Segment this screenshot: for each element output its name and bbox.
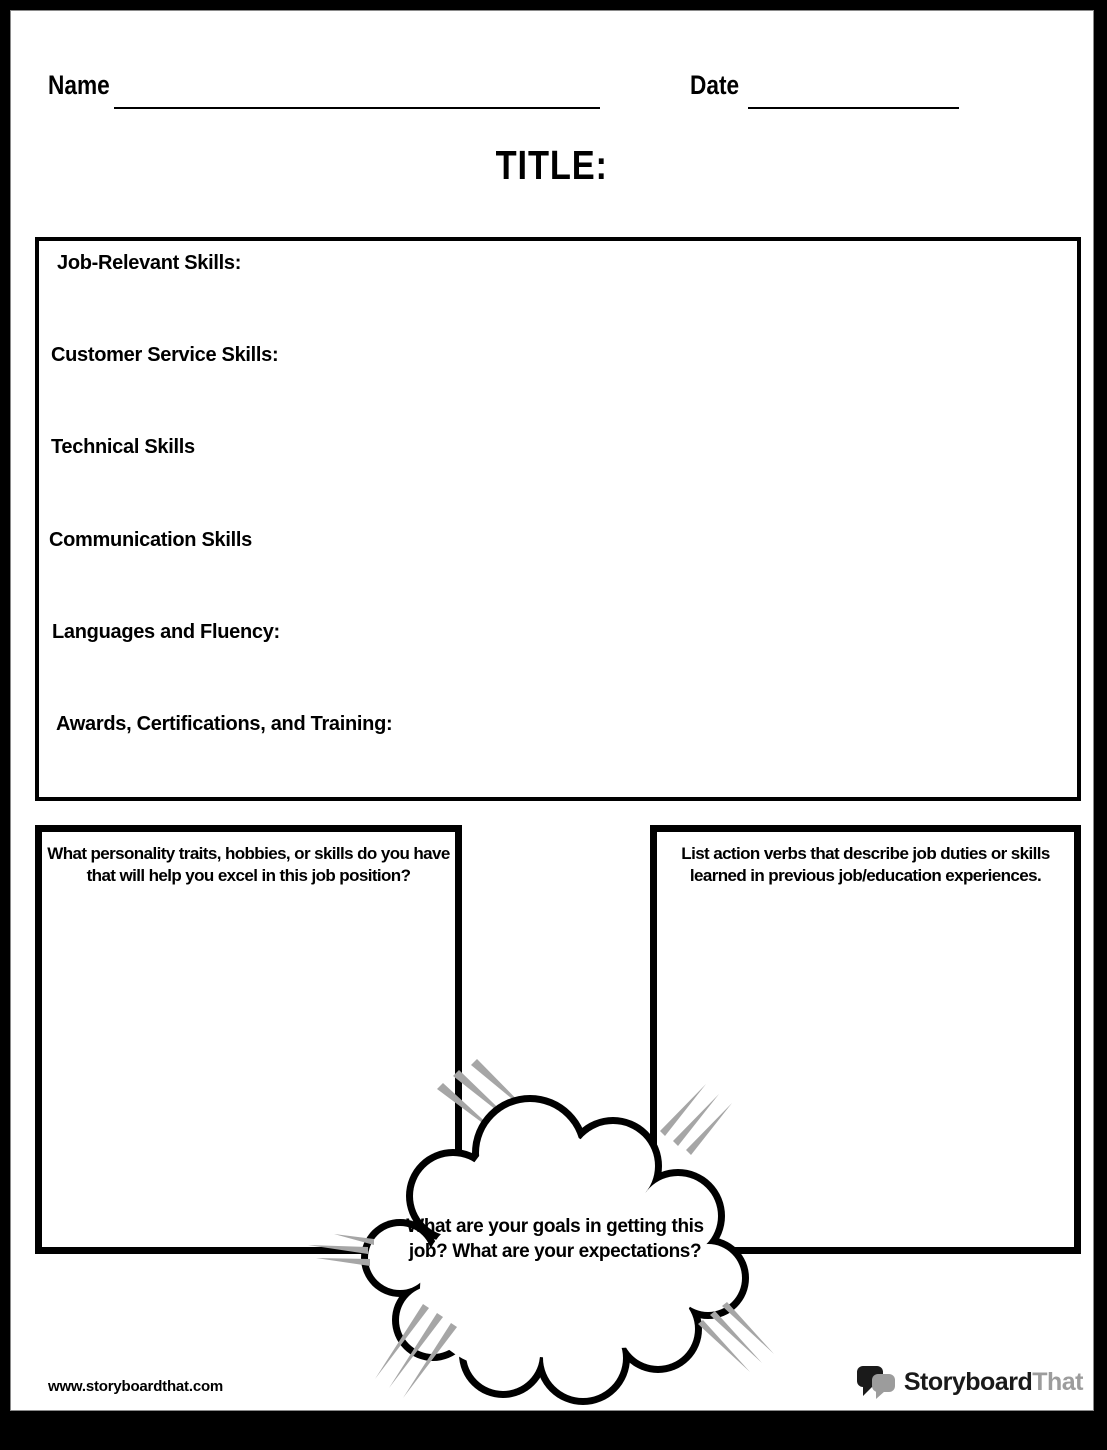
skill-label-communication: Communication Skills — [49, 529, 252, 551]
goals-cloud — [290, 1058, 790, 1412]
skills-box — [35, 237, 1081, 801]
goals-question: What are your goals in getting this job? What are your expectations? — [406, 1216, 704, 1263]
logo-text — [904, 1368, 1083, 1397]
skill-label-job-relevant: Job-Relevant Skills: — [57, 252, 242, 274]
page-title: TITLE: — [495, 142, 609, 188]
action-verbs-question: List action verbs that describe job duties or skills learned in previous job/education experiences. — [681, 844, 1050, 886]
skill-label-languages: Languages and Fluency: — [52, 621, 280, 643]
name-label: Name — [48, 70, 110, 100]
title-wrap — [11, 142, 1093, 189]
worksheet-sheet — [11, 11, 1093, 1410]
skill-label-technical: Technical Skills — [51, 436, 195, 458]
date-label-wrap — [690, 72, 749, 99]
storyboardthat-logo — [855, 1363, 1083, 1401]
skill-label-awards: Awards, Certifications, and Training: — [56, 713, 393, 735]
personality-traits-question: What personality traits, hobbies, or skills do you have that will help you excel in this job position? — [47, 844, 450, 886]
date-blank-line — [748, 106, 959, 109]
name-blank-line — [114, 106, 600, 109]
website-url: www.storyboardthat.com — [48, 1378, 224, 1395]
logo-text-secondary: That — [1032, 1367, 1083, 1396]
date-label: Date — [690, 70, 740, 100]
name-label-wrap — [48, 72, 122, 99]
logo-text-primary: Storyboard — [903, 1367, 1033, 1396]
skill-label-customer-service: Customer Service Skills: — [51, 344, 279, 366]
speech-bubbles-icon — [855, 1363, 897, 1401]
